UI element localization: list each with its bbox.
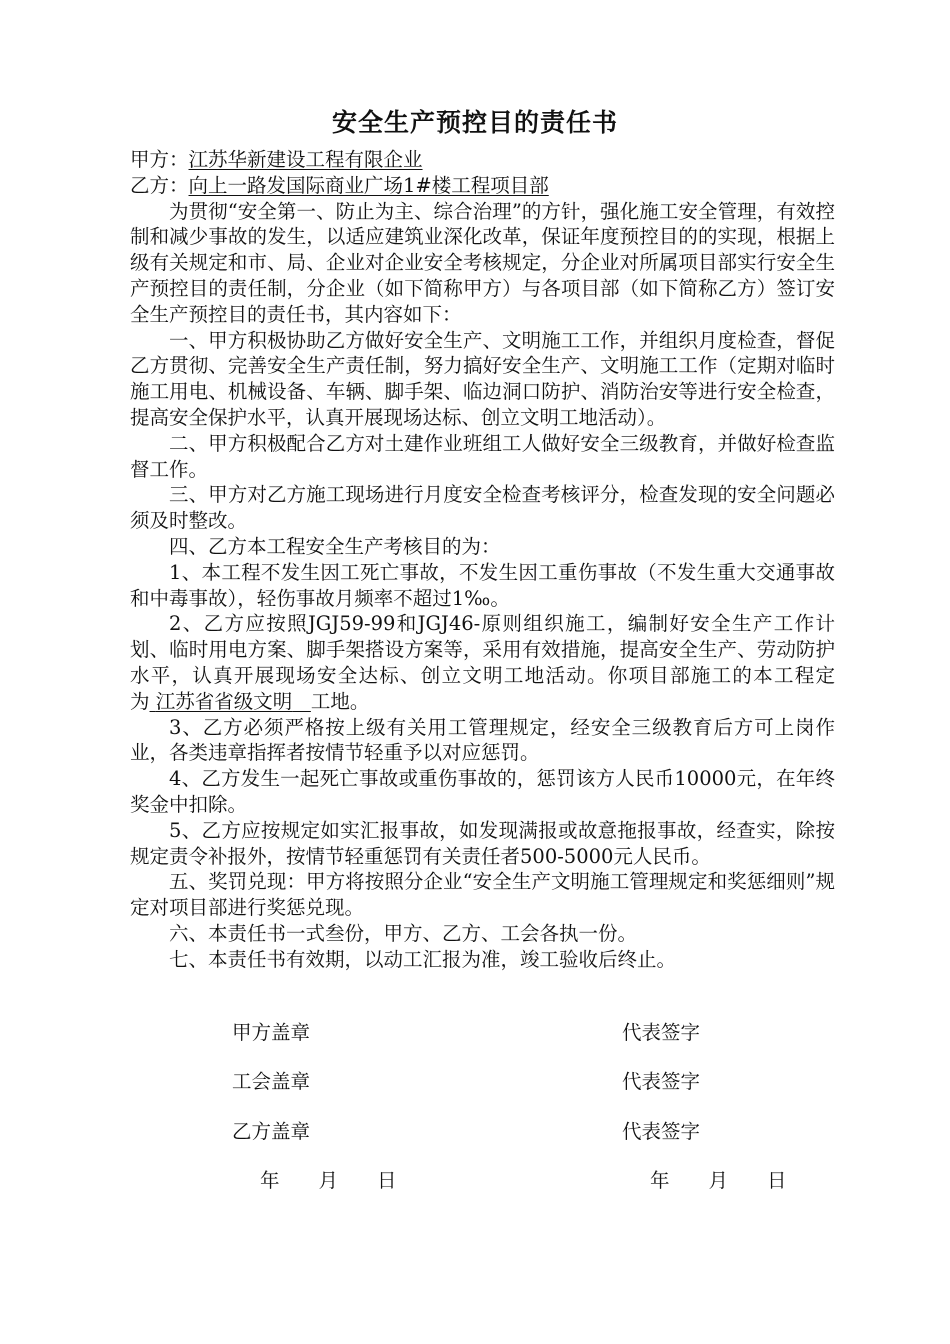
- party-a-label: 甲方：: [130, 148, 189, 171]
- party-b-name: 向上一路发国际商业广场1#楼工程项目部: [188, 173, 549, 197]
- clause-5: 五、奖罚兑现：甲方将按照分企业“安全生产文明施工管理规定和奖惩细则”规定对项目部进行奖惩兑现。: [130, 870, 835, 920]
- party-a-signature: 代表签字: [622, 1021, 701, 1044]
- party-b-label: 乙方：: [130, 173, 189, 197]
- party-b-line: [130, 173, 835, 199]
- item-4: 4、乙方发生一起死亡事故或重伤事故的，惩罚该方人民币10000元，在年终奖金中扣除。: [130, 767, 835, 816]
- party-a-line: [130, 147, 835, 173]
- item-2: [130, 611, 835, 714]
- party-a-seal: 甲方盖章: [232, 1021, 311, 1044]
- party-b-signature: 代表签字: [622, 1120, 701, 1143]
- item-5: 5、乙方应按规定如实汇报事故，如发现满报或故意拖报事故，经查实，除按规定责令补报外，按情节轻重惩罚有关责任者500-5000元人民币。: [130, 818, 835, 868]
- clause-4: 四、乙方本工程安全生产考核目的为：: [169, 534, 501, 558]
- document-body: [130, 147, 835, 973]
- item-2-end: 工地。: [310, 689, 370, 713]
- clause-1: 一、甲方积极协助乙方做好安全生产、文明施工工作，并组织月度检查，督促乙方贯彻、完善安全生产责任制，努力搞好安全生产、文明施工工作（定期对临时施工用电、机械设备、车辆、脚手架、临边洞口防护、消防治安等进行安全检查，提高安全保护水平，认真开展现场达标、创立文明工地活动）。: [130, 328, 835, 429]
- date-right: 年 月 日: [650, 1169, 787, 1192]
- item-2-text: 2、乙方应按照JGJ59-99和JGJ46-原则组织施工，编制好安全生产工作计划、临时用电方案、脚手架搭设方案等，采用有效措施，提高安全生产、劳动防护水平，认真开展现场安全达标、创立文明工地活动。你项目部施工的本工程定为: [130, 612, 835, 713]
- union-signature: 代表签字: [622, 1070, 701, 1093]
- clause-3: 三、甲方对乙方施工现场进行月度安全检查考核评分，检查发现的安全问题必须及时整改。: [130, 483, 835, 533]
- item-1: 1、本工程不发生因工死亡事故，不发生因工重伤事故（不发生重大交通事故和中毒事故），轻伤事故月频率不超过1‰。: [130, 560, 835, 610]
- clause-7: 七、本责任书有效期，以动工汇报为准，竣工验收后终止。: [169, 947, 677, 971]
- date-left: 年 月 日: [260, 1169, 397, 1192]
- item-2-target-text: 江苏省省级文明: [155, 689, 293, 713]
- item-2-target: [150, 690, 311, 713]
- party-b-seal: 乙方盖章: [232, 1120, 311, 1143]
- party-a-name: 江苏华新建设工程有限企业: [188, 148, 423, 171]
- item-3: 3、乙方必须严格按上级有关用工管理规定，经安全三级教育后方可上岗作业，各类违章指挥者按情节轻重予以对应惩罚。: [130, 715, 835, 765]
- intro-paragraph: 为贯彻“安全第一、防止为主、综合治理”的方针，强化施工安全管理，有效控制和减少事故的发生，以适应建筑业深化改革，保证年度预控目的的实现，根据上级有关规定和市、局、企业对企业安全考核规定，分企业对所属项目部实行安全生产预控目的责任制，分企业（如下简称甲方）与各项目部（如下简称乙方）签订安全生产预控目的责任书，其内容如下：: [130, 199, 835, 326]
- document-title: 安全生产预控目的责任书: [331, 108, 618, 137]
- union-seal: 工会盖章: [232, 1070, 311, 1093]
- clause-6: 六、本责任书一式叁份，甲方、乙方、工会各执一份。: [169, 921, 638, 945]
- clause-2: 二、甲方积极配合乙方对土建作业班组工人做好安全三级教育，并做好检查监督工作。: [130, 431, 835, 481]
